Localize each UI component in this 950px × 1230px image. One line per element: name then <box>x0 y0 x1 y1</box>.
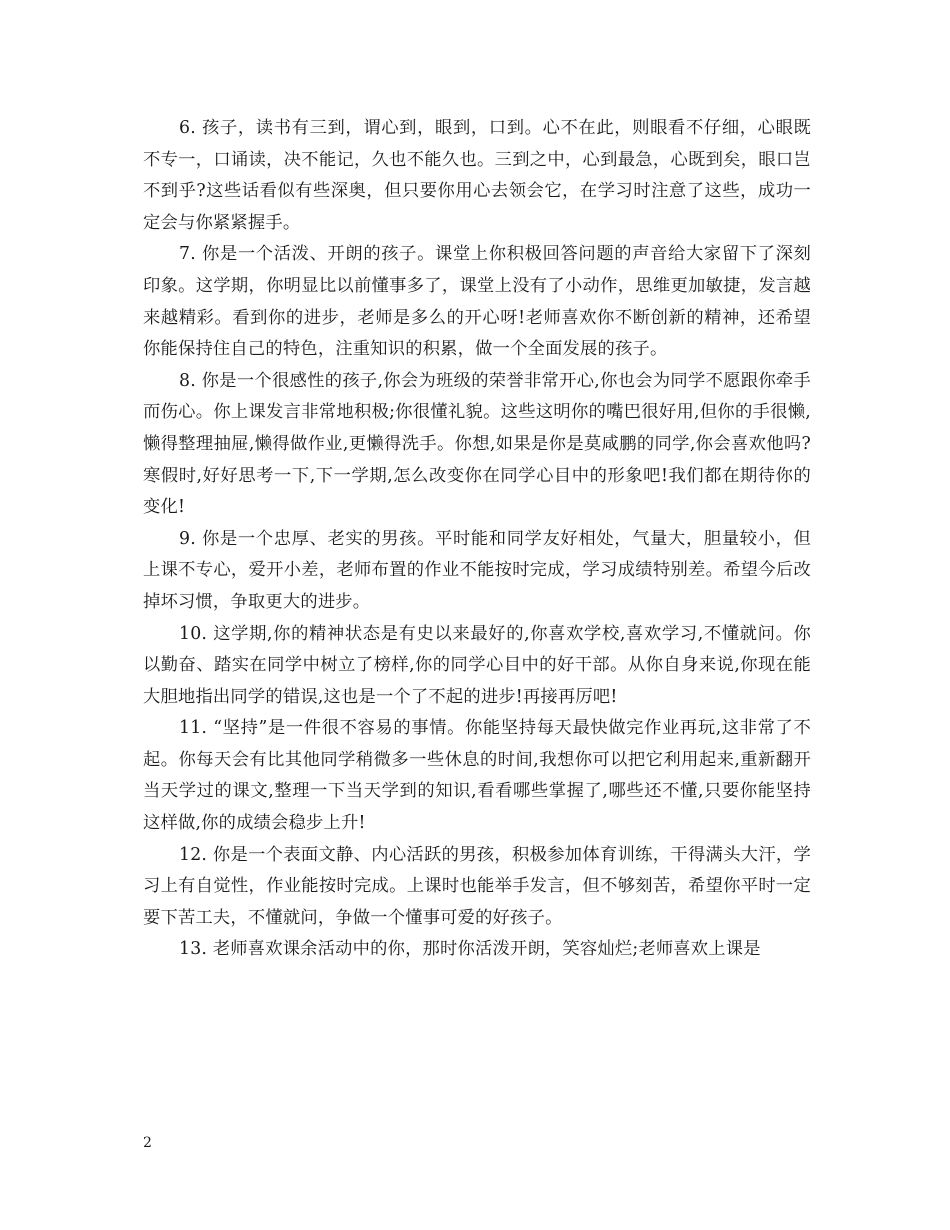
comment-paragraph-6: 6. 孩子，读书有三到，谓心到，眼到，口到。心不在此，则眼看不仔细，心眼既不专一，口诵读，决不能记，久也不能久也。三到之中，心到最急，心既到矣，眼口岂不到乎?这些话看似有些深奥，但只要你用心去领会它，在学习时注意了这些，成功一定会与你紧紧握手。 <box>143 118 811 233</box>
comment-paragraph-12: 12. 你是一个表面文静、内心活跃的男孩，积极参加体育训练，干得满头大汗，学习上有自觉性，作业能按时完成。上课时也能举手发言，但不够刻苦，希望你平时一定要下苦工夫，不懂就问，争做一个懂事可爱的好孩子。 <box>143 844 811 928</box>
comment-paragraph-9: 9. 你是一个忠厚、老实的男孩。平时能和同学友好相处，气量大，胆量较小，但上课不专心，爱开小差，老师布置的作业不能按时完成，学习成绩特别差。希望今后改掉坏习惯，争取更大的进步。 <box>143 528 811 612</box>
comment-paragraph-7: 7. 你是一个活泼、开朗的孩子。课堂上你积极回答问题的声音给大家留下了深刻印象。这学期，你明显比以前懂事多了，课堂上没有了小动作，思维更加敏捷，发言越来越精彩。看到你的进步，老师是多么的开心呀!老师喜欢你不断创新的精神，还希望你能保持住自己的特色，注重知识的积累，做一个全面发展的孩子。 <box>143 244 811 360</box>
comment-paragraph-8: 8. 你是一个很感性的孩子,你会为班级的荣誉非常开心,你也会为同学不愿跟你牵手而伤心。你上课发言非常地积极;你很懂礼貌。这些这明你的嘴巴很好用,但你的手很懒,懒得整理抽屉,懒得做作业,更懒得洗手。你想,如果是你是莫咸鹏的同学,你会喜欢他吗?寒假时,好好思考一下,下一学期,怎么改变你在同学心目中的形象吧!我们都在期待你的变化! <box>143 370 811 518</box>
comment-paragraph-10: 10. 这学期,你的精神状态是有史以来最好的,你喜欢学校,喜欢学习,不懂就问。你以勤奋、踏实在同学中树立了榜样,你的同学心目中的好干部。从你自身来说,你现在能大胆地指出同学的错误,这也是一个了不起的进步!再接再厉吧! <box>143 623 811 707</box>
comment-paragraph-13: 13. 老师喜欢课余活动中的你，那时你活泼开朗，笑容灿烂;老师喜欢上课是 <box>179 939 761 960</box>
document-body <box>143 113 811 966</box>
comment-paragraph-11: 11. “坚持”是一件很不容易的事情。你能坚持每天最快做完作业再玩,这非常了不起。你每天会有比其他同学稍微多一些休息的时间,我想你可以把它利用起来,重新翻开当天学过的课文,整理一下当天学到的知识,看看哪些掌握了,哪些还不懂,只要你能坚持这样做,你的成绩会稳步上升! <box>143 718 811 834</box>
page-number: 2 <box>143 1135 152 1151</box>
